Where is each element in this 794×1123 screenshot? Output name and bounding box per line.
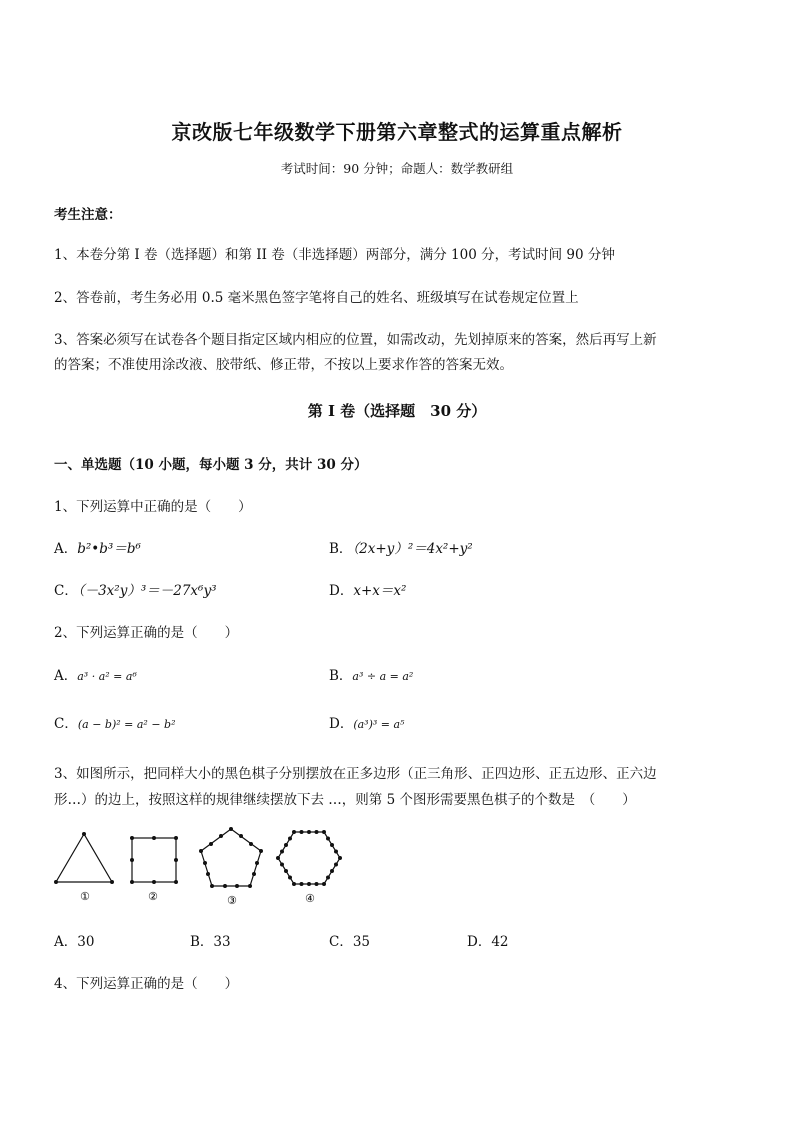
option-label: A． (54, 668, 78, 684)
triangle-figure (54, 832, 114, 903)
polygon-figures (50, 820, 350, 910)
figure-label-4: ④ (305, 892, 315, 905)
option-expression: a³ · a² = a⁶ (77, 670, 137, 683)
exam-info: 考试时间：90 分钟；命题人：数学教研组 (280, 161, 514, 176)
option-expression: （2x+y）²＝4x²+y² (352, 541, 473, 557)
question-1-option-d (329, 579, 406, 599)
option-label: C． (54, 583, 78, 599)
option-label: D． (329, 716, 354, 732)
option-label: B． (329, 668, 353, 684)
question-2-option-d (329, 712, 404, 732)
option-label: D． (329, 583, 354, 599)
question-3-stem-line-1: 3、如图所示，把同样大小的黑色棋子分别摆放在正多边形（正三角形、正四边形、正五边形、正六边 (54, 766, 657, 782)
question-1-option-c (54, 579, 217, 599)
option-label: A． (54, 541, 78, 557)
option-expression: （－3x²y）³＝－27x⁶y³ (77, 583, 217, 599)
page-title: 京改版七年级数学下册第六章整式的运算重点解析 (171, 120, 623, 144)
notice-item-3-line-2: 的答案；不准使用涂改液、胶带纸、修正带，不按以上要求作答的答案无效。 (54, 357, 513, 373)
option-label: B． (329, 541, 353, 557)
question-2-stem: 2、下列运算正确的是（ ） (54, 625, 239, 641)
notice-item-1: 1、本卷分第 I 卷（选择题）和第 II 卷（非选择题）两部分，满分 100 分，考试时间 90 分钟 (54, 247, 615, 263)
notice-item-2: 2、答卷前，考生务必用 0.5 毫米黑色签字笔将自己的姓名、班级填写在试卷规定位置上 (54, 290, 579, 306)
notice-heading: 考生注意： (54, 207, 122, 223)
question-3-option-a: A．30 (54, 934, 95, 950)
figure-label-2: ② (148, 890, 158, 903)
figure-label-1: ① (80, 890, 90, 903)
pentagon-figure (199, 827, 263, 907)
option-expression: (a³)³ = a⁵ (353, 718, 405, 731)
option-expression: (a − b)² = a² − b² (77, 718, 176, 731)
question-2-option-a (54, 664, 137, 684)
option-expression: x+x＝x² (353, 583, 407, 599)
question-1-stem: 1、下列运算中正确的是（ ） (54, 499, 252, 515)
question-3-option-d: D．42 (467, 934, 509, 950)
question-2-option-b (329, 664, 413, 684)
part-heading: 一、单选题（10 小题，每小题 3 分，共计 30 分） (54, 457, 368, 473)
question-3-stem-line-2: 形…）的边上，按照这样的规律继续摆放下去 …，则第 5 个图形需要黑色棋子的个数是 （ ） (54, 792, 636, 808)
square-figure (130, 836, 178, 903)
option-expression: b²•b³＝b⁶ (77, 541, 141, 557)
notice-item-3-line-1: 3、答案必须写在试卷各个题目指定区域内相应的位置，如需改动，先划掉原来的答案，然后再写上新 (54, 332, 657, 348)
question-3-option-b: B．33 (190, 934, 231, 950)
figure-label-3: ③ (227, 894, 237, 907)
question-1-option-b (329, 537, 473, 557)
option-label: C． (54, 716, 78, 732)
section-title: 第 I 卷（选择题 30 分） (307, 402, 487, 420)
question-3-option-c: C．35 (329, 934, 371, 950)
question-1-option-a (54, 537, 141, 557)
hexagon-figure (276, 830, 342, 905)
option-expression: a³ ÷ a = a² (352, 670, 414, 683)
question-2-option-c (54, 712, 176, 732)
question-4-stem: 4、下列运算正确的是（ ） (54, 976, 239, 992)
